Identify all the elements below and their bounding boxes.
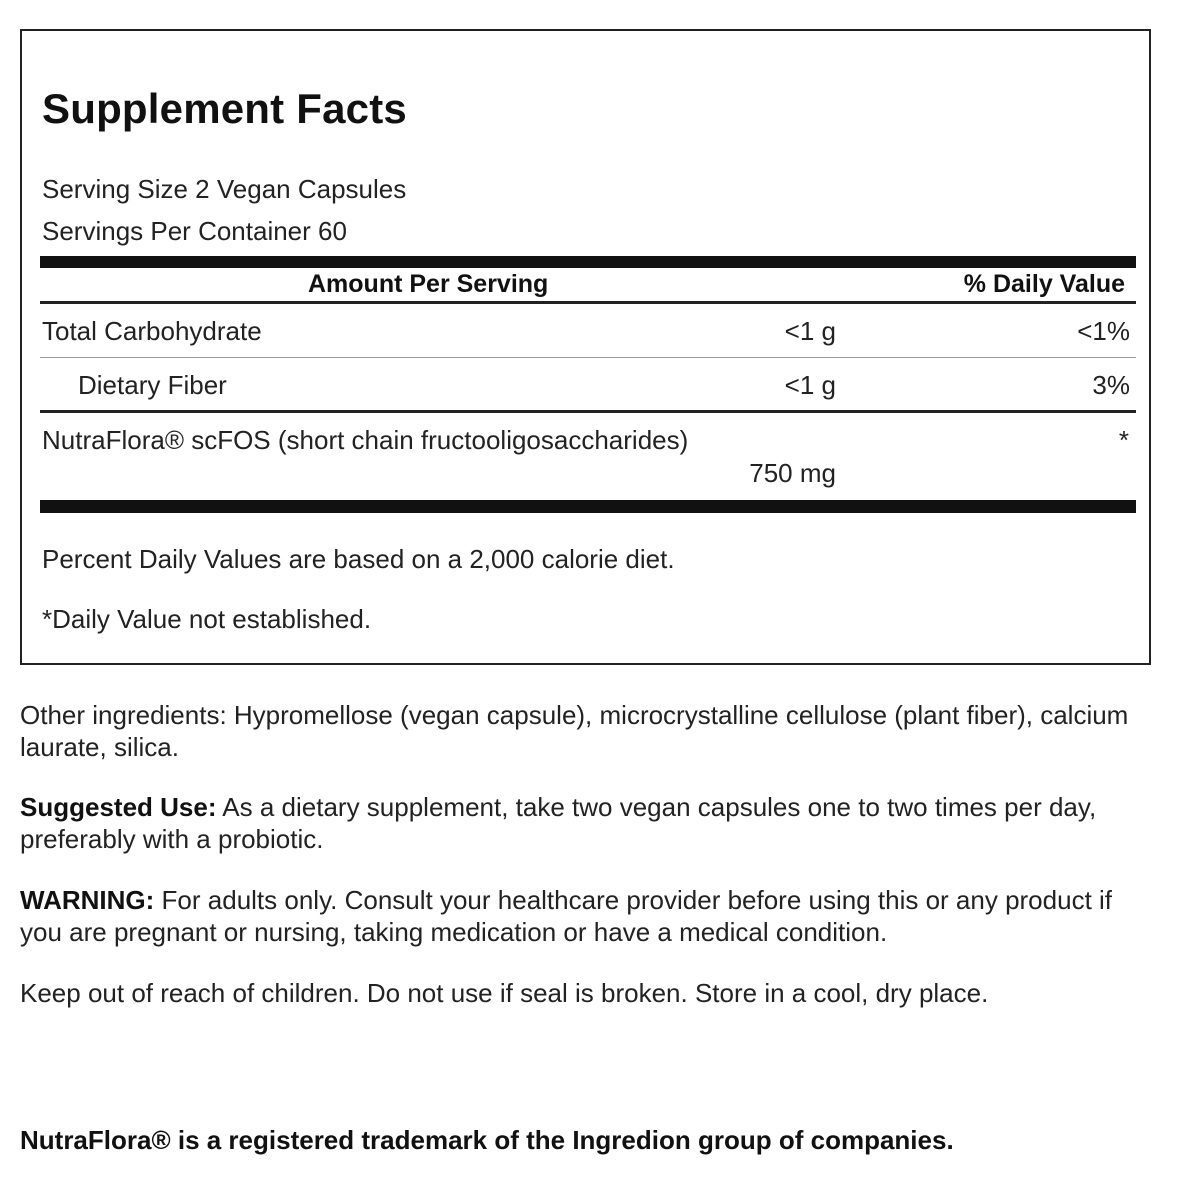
- row-name-dietary-fiber: Dietary Fiber: [78, 370, 227, 400]
- row-amount-nutraflora: 750 mg: [749, 458, 836, 488]
- header-daily-value: % Daily Value: [963, 270, 1125, 298]
- row-divider: [40, 357, 1136, 358]
- footnote-daily-value: *Daily Value not established.: [42, 604, 372, 634]
- row-dv-total-carbohydrate: <1%: [1077, 316, 1130, 346]
- supplement-facts-panel: [20, 29, 1151, 665]
- suggested-use-text: As a dietary supplement, take two vegan capsules one to two times per day, preferably with a probiotic.: [20, 792, 1097, 854]
- servings-per-container: Servings Per Container 60: [42, 216, 347, 246]
- header-amount-per-serving: Amount Per Serving: [308, 270, 549, 298]
- section-divider: [40, 410, 1136, 413]
- row-dv-nutraflora: *: [1118, 425, 1129, 455]
- row-dv-dietary-fiber: 3%: [1092, 370, 1130, 400]
- suggested-use-label: Suggested Use:: [20, 792, 217, 822]
- header-divider: [40, 301, 1136, 304]
- storage-instructions: Keep out of reach of children. Do not use if seal is broken. Store in a cool, dry place.: [20, 978, 989, 1008]
- thick-divider-top: [40, 256, 1136, 268]
- row-amount-dietary-fiber: <1 g: [784, 370, 836, 400]
- row-name-total-carbohydrate: Total Carbohydrate: [42, 316, 262, 346]
- warning: [20, 884, 1120, 948]
- trademark-notice: NutraFlora® is a registered trademark of the Ingredion group of companies.: [20, 1125, 954, 1155]
- row-name-nutraflora: NutraFlora® scFOS (short chain fructooligosaccharides): [42, 425, 689, 455]
- warning-text: For adults only. Consult your healthcare provider before using this or any product if you are pregnant or nursing, taking medication or have a medical condition.: [20, 885, 1113, 947]
- thick-divider-bottom: [40, 500, 1136, 513]
- row-amount-total-carbohydrate: <1 g: [784, 316, 836, 346]
- suggested-use: [20, 791, 1160, 855]
- other-ingredients: Other ingredients: Hypromellose (vegan capsule), microcrystalline cellulose (plant fiber), calcium laurate, silica.: [20, 700, 1129, 762]
- footnote-calorie-diet: Percent Daily Values are based on a 2,000 calorie diet.: [42, 544, 675, 574]
- warning-label: WARNING:: [20, 885, 155, 915]
- serving-size: Serving Size 2 Vegan Capsules: [42, 174, 407, 204]
- supplement-facts-title: Supplement Facts: [42, 85, 407, 132]
